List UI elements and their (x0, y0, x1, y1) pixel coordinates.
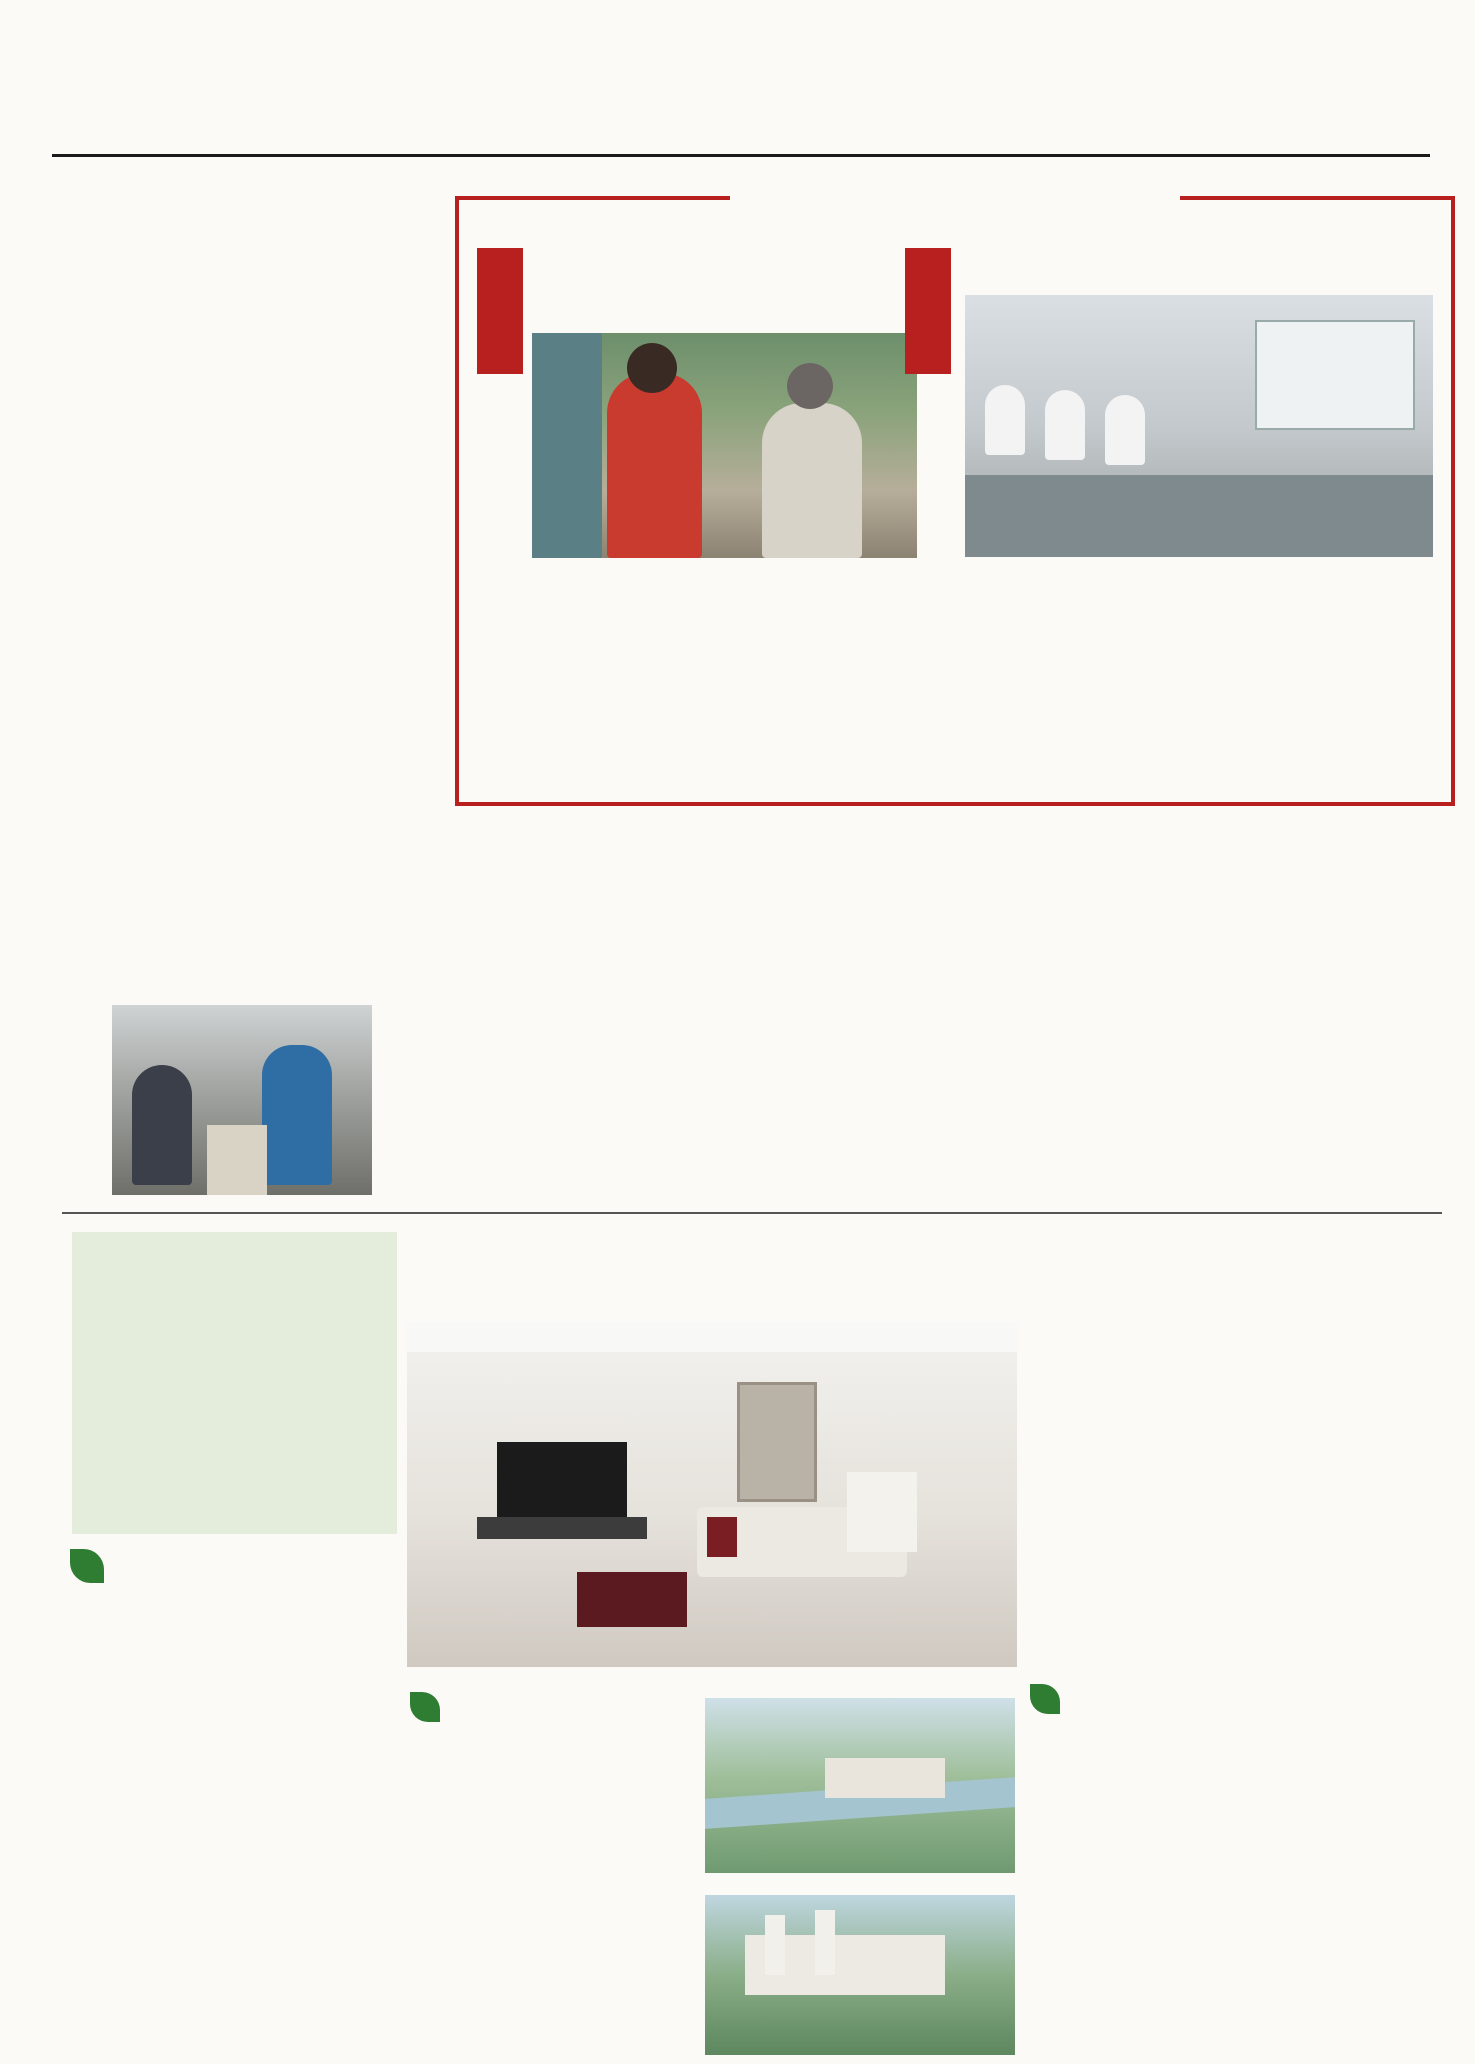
badge-shifeng (477, 248, 523, 374)
article-column (62, 255, 244, 585)
vertical-caption (62, 1010, 106, 1190)
leaf-icon (70, 1549, 104, 1583)
sec2-body (410, 1740, 692, 2055)
sec3-heading (1030, 1680, 1450, 1730)
sec1-body (72, 1610, 397, 2050)
sec3-col1 (1030, 1735, 1220, 2064)
article-leidashi (62, 600, 442, 1200)
article-yuetang (62, 175, 442, 590)
photo-drug-prevention (112, 1005, 372, 1195)
sec1-heading (70, 1545, 400, 1595)
leaf-icon (410, 1692, 440, 1722)
badge-tianyuan (905, 248, 951, 374)
ad-headline (480, 1240, 1380, 1250)
ad-intro-box (72, 1232, 397, 1534)
article-yunchuang (460, 820, 935, 1200)
section-divider (62, 1212, 1442, 1214)
left-col2 (702, 580, 924, 792)
feature-banner (730, 172, 1180, 228)
right-col1 (940, 580, 1177, 792)
sec3-col2 (1232, 1735, 1432, 2064)
photo-aerial-products (705, 1895, 1015, 2055)
photo-little-dentists (965, 295, 1433, 557)
photo-living-room (407, 1322, 1017, 1667)
article-column (260, 680, 442, 995)
article-column (460, 902, 685, 1202)
article-column (1195, 902, 1430, 1202)
photo-aerial-view (705, 1698, 1015, 1873)
article-gas-station (940, 830, 1440, 1200)
article-column (62, 680, 244, 995)
masthead (52, 108, 1430, 160)
article-column (700, 902, 925, 1202)
left-col1 (470, 580, 692, 792)
right-col2 (1190, 580, 1427, 792)
article-column (260, 245, 442, 585)
header-rule (52, 154, 1430, 157)
photo-law-outreach (532, 333, 917, 558)
leaf-icon (1030, 1684, 1060, 1714)
article-column (940, 902, 1175, 1202)
vertical-photo-credit (378, 1005, 438, 1195)
